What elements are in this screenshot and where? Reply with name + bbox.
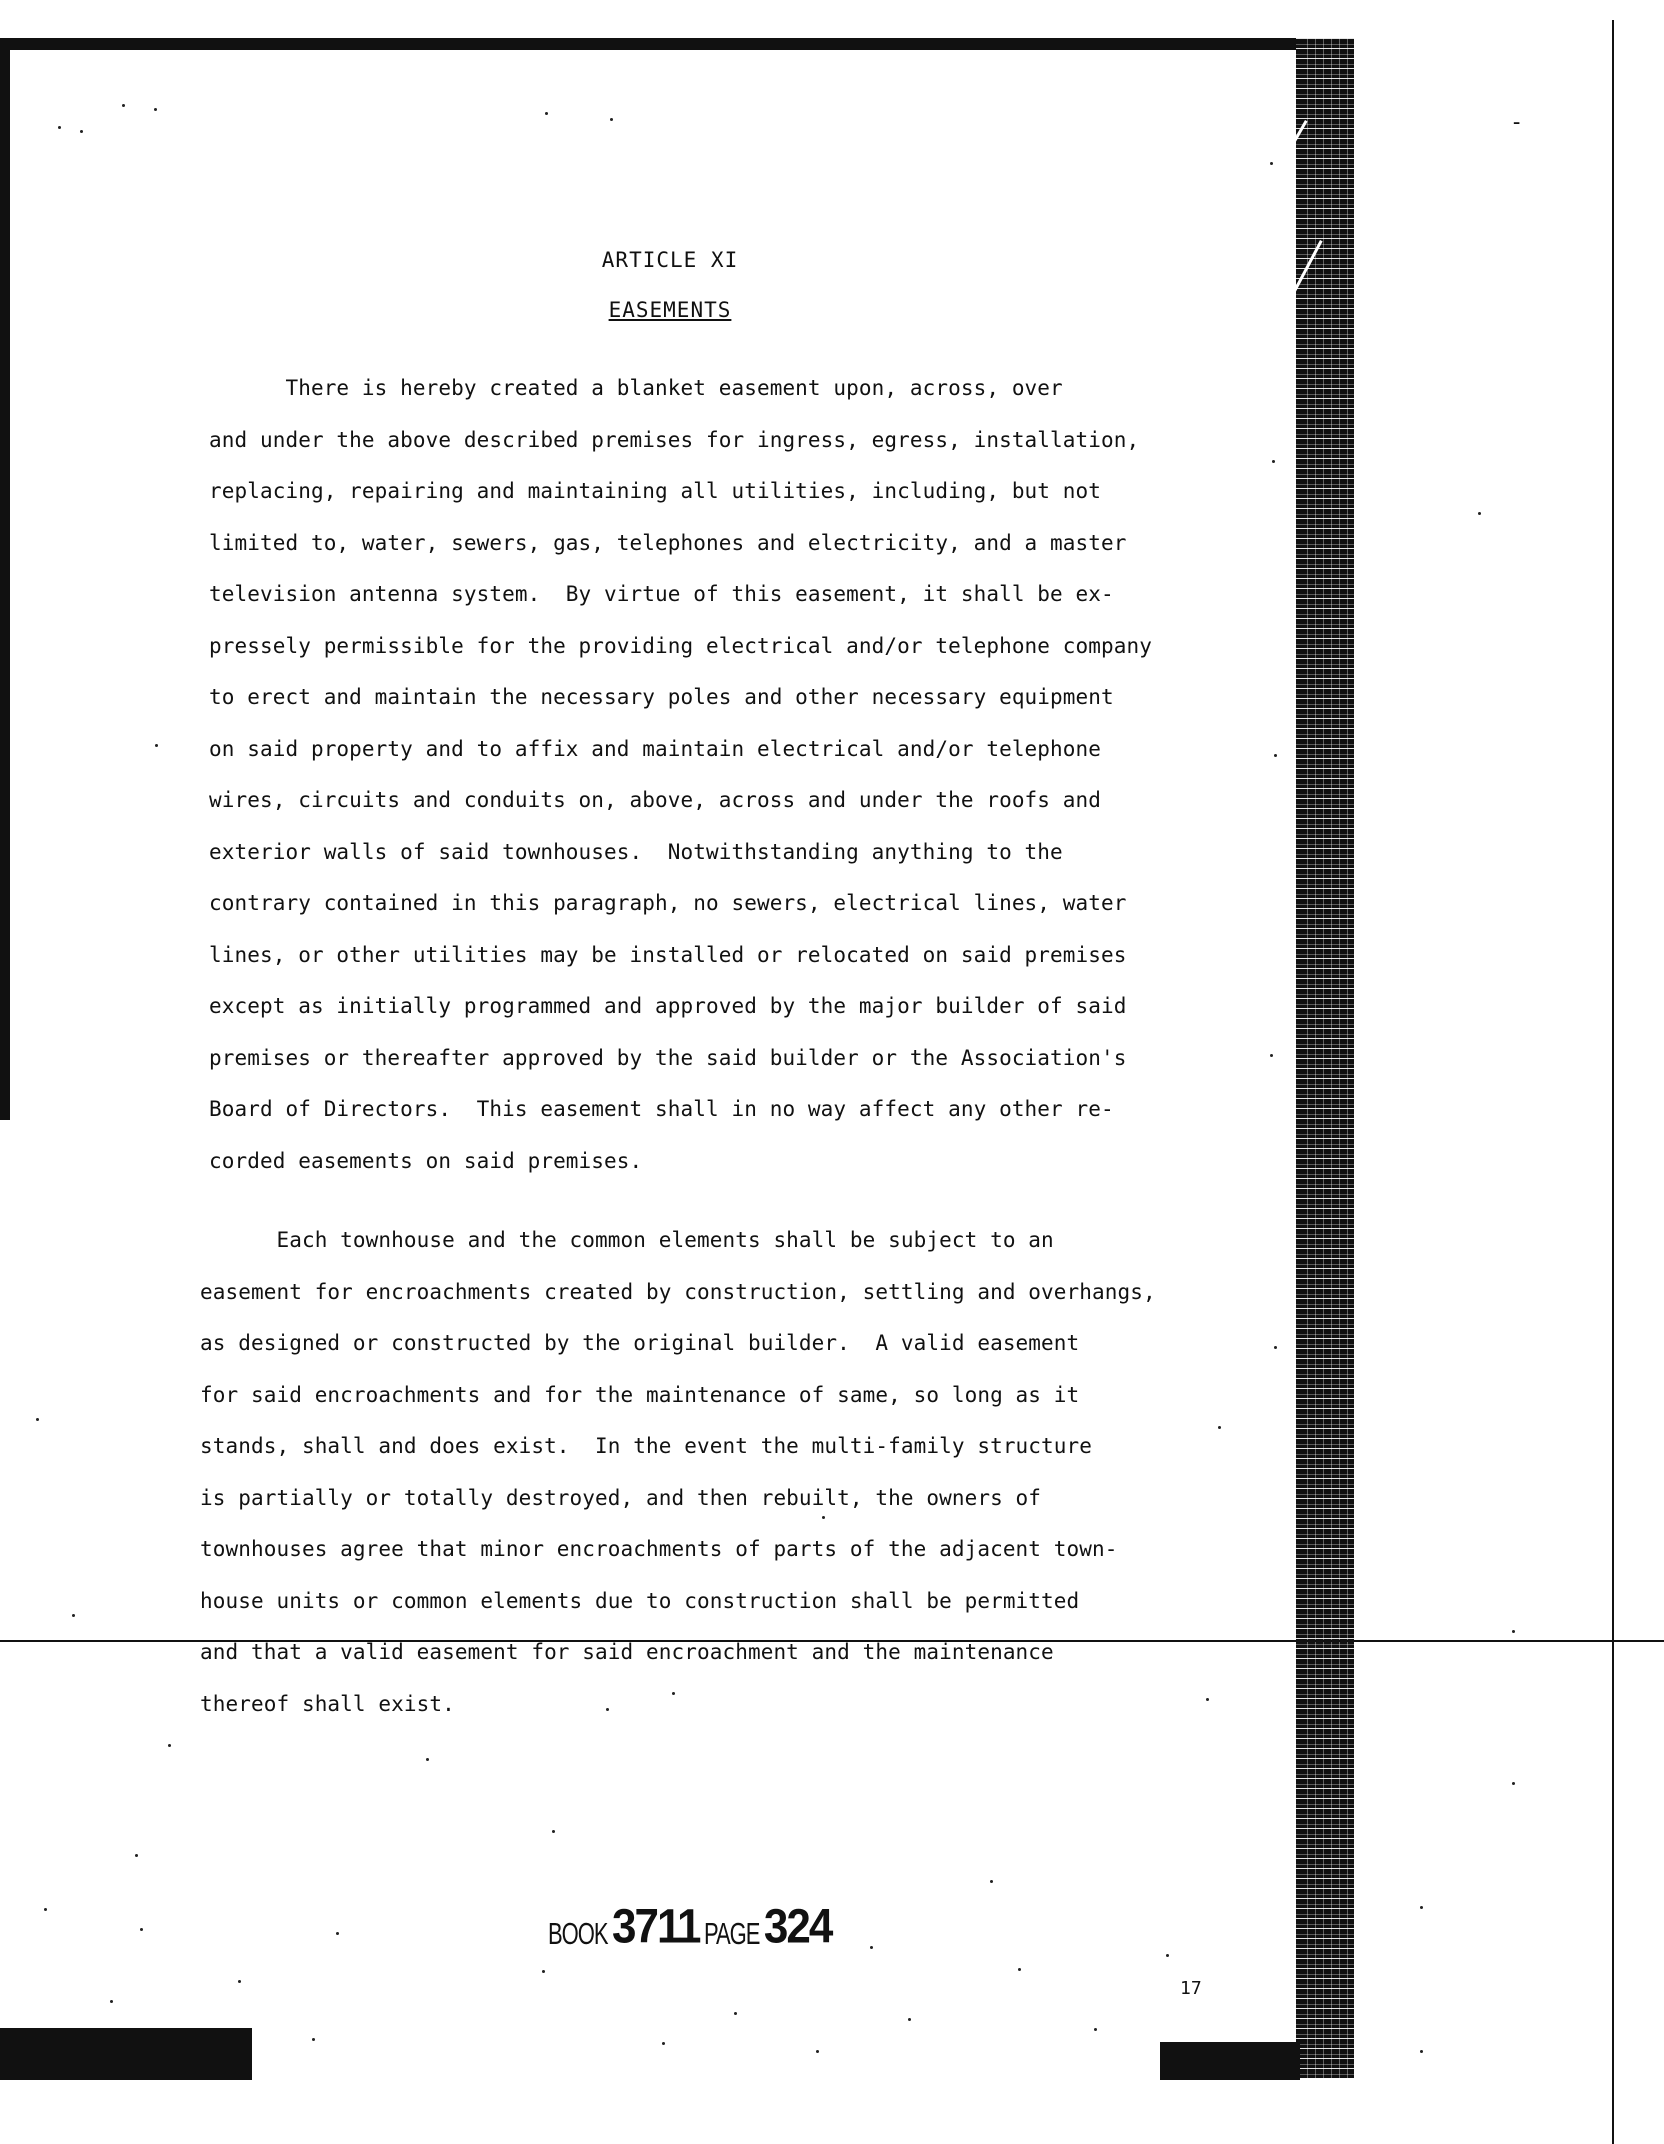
corner-mark: - bbox=[1510, 110, 1524, 135]
text-line: thereof shall exist. bbox=[200, 1692, 455, 1716]
page-mark: 17 bbox=[1180, 1978, 1202, 1999]
scan-bottom-right-block bbox=[1160, 2042, 1300, 2080]
scan-dot bbox=[80, 130, 83, 133]
text-line: house units or common elements due to construction shall be permitted bbox=[200, 1589, 1080, 1613]
text-line: lines, or other utilities may be installed or relocated on said premises bbox=[209, 943, 1127, 967]
page-label: PAGE bbox=[703, 1915, 760, 1951]
text-line: Board of Directors. This easement shall in no way affect any other re- bbox=[209, 1097, 1114, 1121]
text-line: for said encroachments and for the maintenance of same, so long as it bbox=[200, 1383, 1080, 1407]
scan-dot bbox=[1272, 460, 1275, 463]
text-line: except as initially programmed and approved by the major builder of said bbox=[209, 994, 1127, 1018]
scan-dot bbox=[110, 2000, 113, 2003]
text-line: corded easements on said premises. bbox=[209, 1149, 643, 1173]
text-line: contrary contained in this paragraph, no sewers, electrical lines, water bbox=[209, 891, 1127, 915]
scan-dot bbox=[168, 1744, 171, 1747]
scan-dot bbox=[426, 1758, 429, 1761]
scan-top-border bbox=[0, 38, 1350, 50]
scan-dot bbox=[44, 1908, 47, 1911]
text-line: exterior walls of said townhouses. Notwithstanding anything to the bbox=[209, 840, 1063, 864]
scan-dot bbox=[1166, 1954, 1169, 1957]
text-line: is partially or totally destroyed, and then rebuilt, the owners of bbox=[200, 1486, 1042, 1510]
text-line: There is hereby created a blanket easement upon, across, over bbox=[209, 376, 1063, 400]
book-label: BOOK bbox=[548, 1915, 608, 1951]
scan-dot bbox=[1094, 2028, 1097, 2031]
text-line: Each townhouse and the common elements shall be subject to an bbox=[200, 1228, 1054, 1252]
scan-right-strip-speckle bbox=[1300, 38, 1350, 2078]
scan-dot bbox=[72, 1614, 75, 1617]
text-line: easement for encroachments created by construction, settling and overhangs, bbox=[200, 1280, 1156, 1304]
article-number: ARTICLE XI bbox=[601, 248, 739, 272]
book-page-stamp bbox=[548, 1899, 832, 1954]
scan-dot bbox=[734, 2012, 737, 2015]
scan-dot bbox=[606, 1708, 609, 1711]
scan-dot bbox=[1512, 1782, 1515, 1785]
scan-dot bbox=[1420, 2050, 1423, 2053]
scan-dot bbox=[122, 104, 125, 107]
scan-right-edge-line bbox=[1612, 20, 1614, 2144]
text-line: limited to, water, sewers, gas, telephones and electricity, and a master bbox=[209, 531, 1127, 555]
scan-dot bbox=[238, 1980, 241, 1983]
text-line: pressely permissible for the providing electrical and/or telephone company bbox=[209, 634, 1152, 658]
scan-dot bbox=[1274, 1346, 1277, 1349]
scan-dot bbox=[908, 2018, 911, 2021]
scan-dot bbox=[1274, 754, 1277, 757]
scan-dot bbox=[1512, 1630, 1515, 1633]
scan-dot bbox=[1018, 1968, 1021, 1971]
text-line: premises or thereafter approved by the said builder or the Association's bbox=[209, 1046, 1127, 1070]
page-number: 324 bbox=[763, 1899, 832, 1954]
text-line: and that a valid easement for said encroachment and the maintenance bbox=[200, 1640, 1054, 1664]
text-line: as designed or constructed by the original builder. A valid easement bbox=[200, 1331, 1080, 1355]
text-line: and under the above described premises for ingress, egress, installation, bbox=[209, 428, 1140, 452]
scan-dot bbox=[154, 108, 157, 111]
scan-dot bbox=[1270, 162, 1273, 165]
scan-dot bbox=[58, 126, 61, 129]
scan-dot bbox=[336, 1932, 339, 1935]
scan-bottom-left-block bbox=[0, 2028, 252, 2080]
scan-dot bbox=[822, 1516, 825, 1519]
scan-dot bbox=[36, 1418, 39, 1421]
text-line: to erect and maintain the necessary poles and other necessary equipment bbox=[209, 685, 1114, 709]
text-line: townhouses agree that minor encroachments of parts of the adjacent town- bbox=[200, 1537, 1118, 1561]
scan-dot bbox=[816, 2050, 819, 2053]
text-line: wires, circuits and conduits on, above, across and under the roofs and bbox=[209, 788, 1102, 812]
text-line: television antenna system. By virtue of this easement, it shall be ex- bbox=[209, 582, 1114, 606]
scan-dot bbox=[1420, 1906, 1423, 1909]
scan-dot bbox=[870, 1946, 873, 1949]
scan-dot bbox=[672, 1692, 675, 1695]
scan-dot bbox=[545, 112, 548, 115]
scan-dot bbox=[1218, 1426, 1221, 1429]
text-line: replacing, repairing and maintaining all utilities, including, but not bbox=[209, 479, 1102, 503]
scan-dot bbox=[312, 2038, 315, 2041]
scan-dot bbox=[662, 2042, 665, 2045]
text-line: stands, shall and does exist. In the event the multi-family structure bbox=[200, 1434, 1093, 1458]
scan-dot bbox=[552, 1830, 555, 1833]
scan-dot bbox=[135, 1854, 138, 1857]
scan-dot bbox=[140, 1928, 143, 1931]
scan-dot bbox=[1206, 1698, 1209, 1701]
scan-dot bbox=[155, 744, 158, 747]
scan-dot bbox=[610, 118, 613, 121]
scan-dot bbox=[1270, 1054, 1273, 1057]
scan-dot bbox=[1478, 512, 1481, 515]
text-line: on said property and to affix and maintain electrical and/or telephone bbox=[209, 737, 1102, 761]
article-title: EASEMENTS bbox=[608, 298, 732, 322]
scan-dot bbox=[542, 1970, 545, 1973]
scan-dot bbox=[990, 1880, 993, 1883]
scan-left-border bbox=[0, 40, 10, 1120]
book-number: 3711 bbox=[612, 1899, 700, 1954]
